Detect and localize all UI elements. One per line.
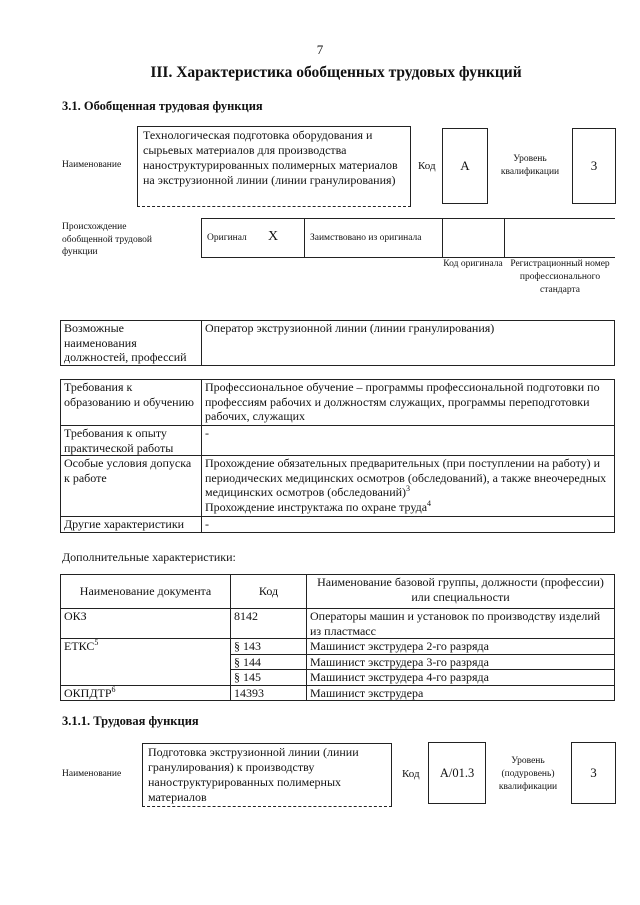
footnote-3: 3 (406, 484, 411, 493)
requirements-table (60, 379, 615, 533)
etks-doc (61, 639, 231, 686)
gtf-code-label: Код (418, 160, 436, 172)
original-mark: X (268, 229, 279, 244)
gtf-level-value: 3 (572, 128, 616, 204)
tf-code-value: А/01.3 (428, 742, 486, 804)
req-conditions-label: Особые условия допуска к работе (61, 456, 202, 517)
gtf-name-label: Наименование (62, 160, 122, 170)
col-code-header: Код (231, 575, 307, 609)
gtf-level-label: Уровень квалификации (500, 154, 560, 177)
positions-table (60, 320, 615, 366)
tf-name-value: Подготовка экструзионной линии (линии гранулирования) к производству наноструктурированных полимерных материалов (142, 743, 392, 807)
req-education-label: Требования к образованию и обучению (61, 380, 202, 426)
tf-heading: 3.1.1. Трудовая функция (62, 714, 199, 728)
req-education-value: Профессиональное обучение – программы профессиональной подготовки по профессиям рабочих и должностям служащих, программы переподготовки рабочих, служащих (202, 380, 615, 426)
okpdtr-name: Машинист экструдера (307, 685, 615, 701)
original-label: Оригинал (207, 233, 247, 243)
footnote-5: 5 (94, 638, 99, 647)
tf-name-label: Наименование (62, 769, 122, 779)
gtf-name-value: Технологическая подготовка оборудования и сырьевых материалов для производства наноструктурированных полимерных материалов на экструзионной линии (линии гранулирования) (137, 126, 411, 207)
gtf-heading: 3.1. Обобщенная трудовая функция (62, 99, 263, 113)
etks-name-3: Машинист экструдера 4-го разряда (307, 670, 615, 686)
tf-level-label: Уровень (подуровень) квалификации (498, 756, 558, 792)
tf-level-value: 3 (571, 742, 616, 804)
code-original-caption: Код оригинала (443, 259, 503, 269)
conditions-text-2: Прохождение инструктажа по охране труда (205, 499, 428, 514)
borrowed-label: Заимствовано из оригинала (310, 233, 422, 243)
origin-label: Происхождение обобщенной трудовой функции (62, 222, 152, 257)
okpdtr-doc-text: ОКПДТР (64, 685, 112, 700)
etks-code-1: § 143 (231, 639, 307, 655)
footnote-6: 6 (111, 684, 116, 694)
etks-doc-text: ЕТКС (64, 639, 95, 653)
req-other-label: Другие характеристики (61, 517, 202, 533)
etks-name-2: Машинист экструдера 3-го разряда (307, 654, 615, 670)
etks-code-3: § 145 (231, 670, 307, 686)
tf-code-label: Код (402, 768, 420, 780)
section-title: III. Характеристика обобщенных трудовых функций (150, 64, 522, 81)
okpdtr-doc (61, 685, 231, 701)
req-experience-value: - (202, 426, 615, 456)
okpdtr-code: 14393 (231, 685, 307, 701)
req-other-value: - (202, 517, 615, 533)
positions-value: Оператор экструзионной линии (линии гранулирования) (202, 321, 615, 366)
reg-number-caption: Регистрационный номер профессионального стандарта (510, 259, 610, 295)
col-name-header: Наименование базовой группы, должности (профессии) или специальности (307, 575, 615, 609)
okz-doc: ОКЗ (61, 609, 231, 639)
okz-name: Операторы машин и установок по производству изделий из пластмасс (307, 609, 615, 639)
col-doc-header: Наименование документа (61, 575, 231, 609)
page-number: 7 (316, 42, 324, 57)
conditions-text-1: Прохождение обязательных предварительных (при поступлении на работу) и периодических медицинских осмотров (обследований), а также внеочередных медицинских осмотров (обследований) (205, 456, 607, 499)
additional-table (60, 574, 615, 701)
gtf-code-value: А (442, 128, 488, 204)
etks-name-1: Машинист экструдера 2-го разряда (307, 639, 615, 655)
additional-heading: Дополнительные характеристики: (62, 550, 236, 564)
req-experience-label: Требования к опыту практической работы (61, 426, 202, 456)
okz-code: 8142 (231, 609, 307, 639)
req-conditions-value (202, 456, 615, 517)
positions-label: Возможные наименования должностей, профессий (61, 321, 202, 366)
etks-code-2: § 144 (231, 654, 307, 670)
footnote-4: 4 (427, 498, 432, 508)
